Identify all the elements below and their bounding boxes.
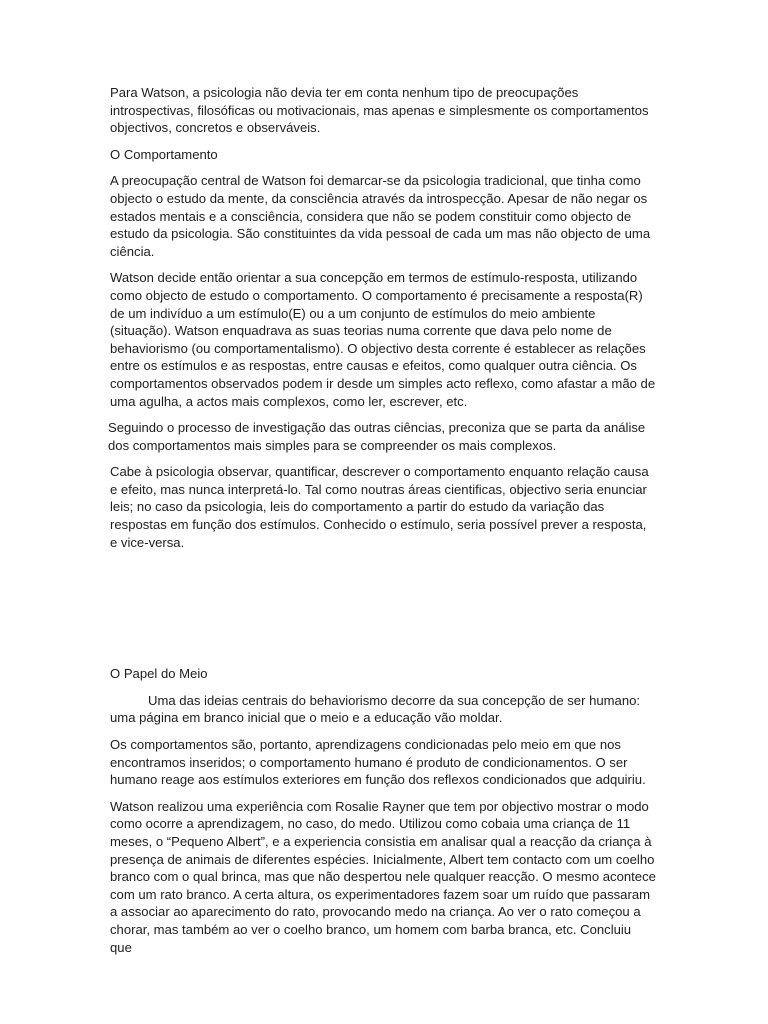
blank-space bbox=[110, 560, 656, 665]
intro-paragraph: Para Watson, a psicologia não devia ter em conta nenhum tipo de preocupações introspectivas, filosóficas ou motivacionais, mas apenas e simplesmente os comportamentos objectivos, concretos e observáveis. bbox=[110, 85, 649, 136]
heading-o-comportamento: O Comportamento bbox=[110, 146, 218, 162]
paragraph-processo-investigacao: Seguindo o processo de investigação das outras ciências, preconiza que se parta da análise dos comportamentos mais simples para se compreender os mais complexos. bbox=[108, 420, 646, 453]
paragraph-aprendizagens-condicionadas: Os comportamentos são, portanto, aprendizagens condicionadas pelo meio em que nos encontramos inseridos; o comportamento humano é produto de condicionamentos. O ser humano reage aos estímulos exteriores em função dos reflexos condicionados que adquiriu. bbox=[110, 737, 646, 788]
paragraph-ideias-centrais: Uma das ideias centrais do behaviorismo decorre da sua concepção de ser humano: uma página em branco inicial que o meio e a educação vão moldar. bbox=[110, 692, 641, 726]
document-body bbox=[110, 84, 656, 965]
paragraph-estimulo-resposta: Watson decide então orientar a sua concepção em termos de estímulo-resposta, utilizando como objecto de estudo o comportamento. O comportamento é precisamente a resposta(R) de um indivíduo a um estímulo(E) ou a um conjunto de estímulos do meio ambiente (situação). Watson enquadrava as suas teorias numa corrente que dava pelo nome de behaviorismo (ou comportamentalismo). O objectivo desta corrente é establecer as relações entre os estímulos e as respostas, entre causas e efeitos, como qualquer outra ciência. Os comportamentos observados podem ir desde um simples acto reflexo, como afastar a mão de uma agulha, a actos mais complexos, como ler, escrever, etc. bbox=[110, 270, 656, 409]
paragraph-experiencia-albert: Watson realizou uma experiência com Rosalie Rayner que tem por objectivo mostrar o modo como ocorre a aprendizagem, no caso, do medo. Utilizou como cobaia uma criança de 11 meses, o “Pequeno Albert”, e a experiencia consistia em analisar qual a reacção da criança à presença de animais de diferentes espécies. Inicialmente, Albert tem contacto com um coelho branco com o qual brinca, mas que não despertou nele qualquer reacção. O mesmo acontece com um rato branco. A certa altura, os experimentadores fazem soar um ruído que passaram a associar ao aparecimento do rato, provocando medo na criança. Ao ver o rato começou a chorar, mas também ao ver o coelho branco, um homem com barba branca, etc. Concluiu que bbox=[110, 798, 656, 955]
heading-o-papel-do-meio: O Papel do Meio bbox=[110, 666, 208, 682]
paragraph-cabe-a-psicologia: Cabe à psicologia observar, quantificar, descrever o comportamento enquanto relação causa e efeito, mas nunca interpretá-lo. Tal como noutras áreas cientificas, objectivo seria enunciar leis; no caso da psicologia, leis do comportamento a partir do estudo da variação das respostas em função dos estímulos. Conhecido o estímulo, seria possível prever a resposta, e vice-versa. bbox=[110, 464, 649, 550]
paragraph-preocupacao-central: A preocupação central de Watson foi demarcar-se da psicologia tradicional, que tinha como objecto o estudo da mente, da consciência através da introspecção. Apesar de não negar os estados mentais e a consciência, considera que não se podem constituir como objecto de estudo da psicologia. São constituintes da vida pessoal de cada um mas não objecto de uma ciência. bbox=[110, 173, 651, 259]
